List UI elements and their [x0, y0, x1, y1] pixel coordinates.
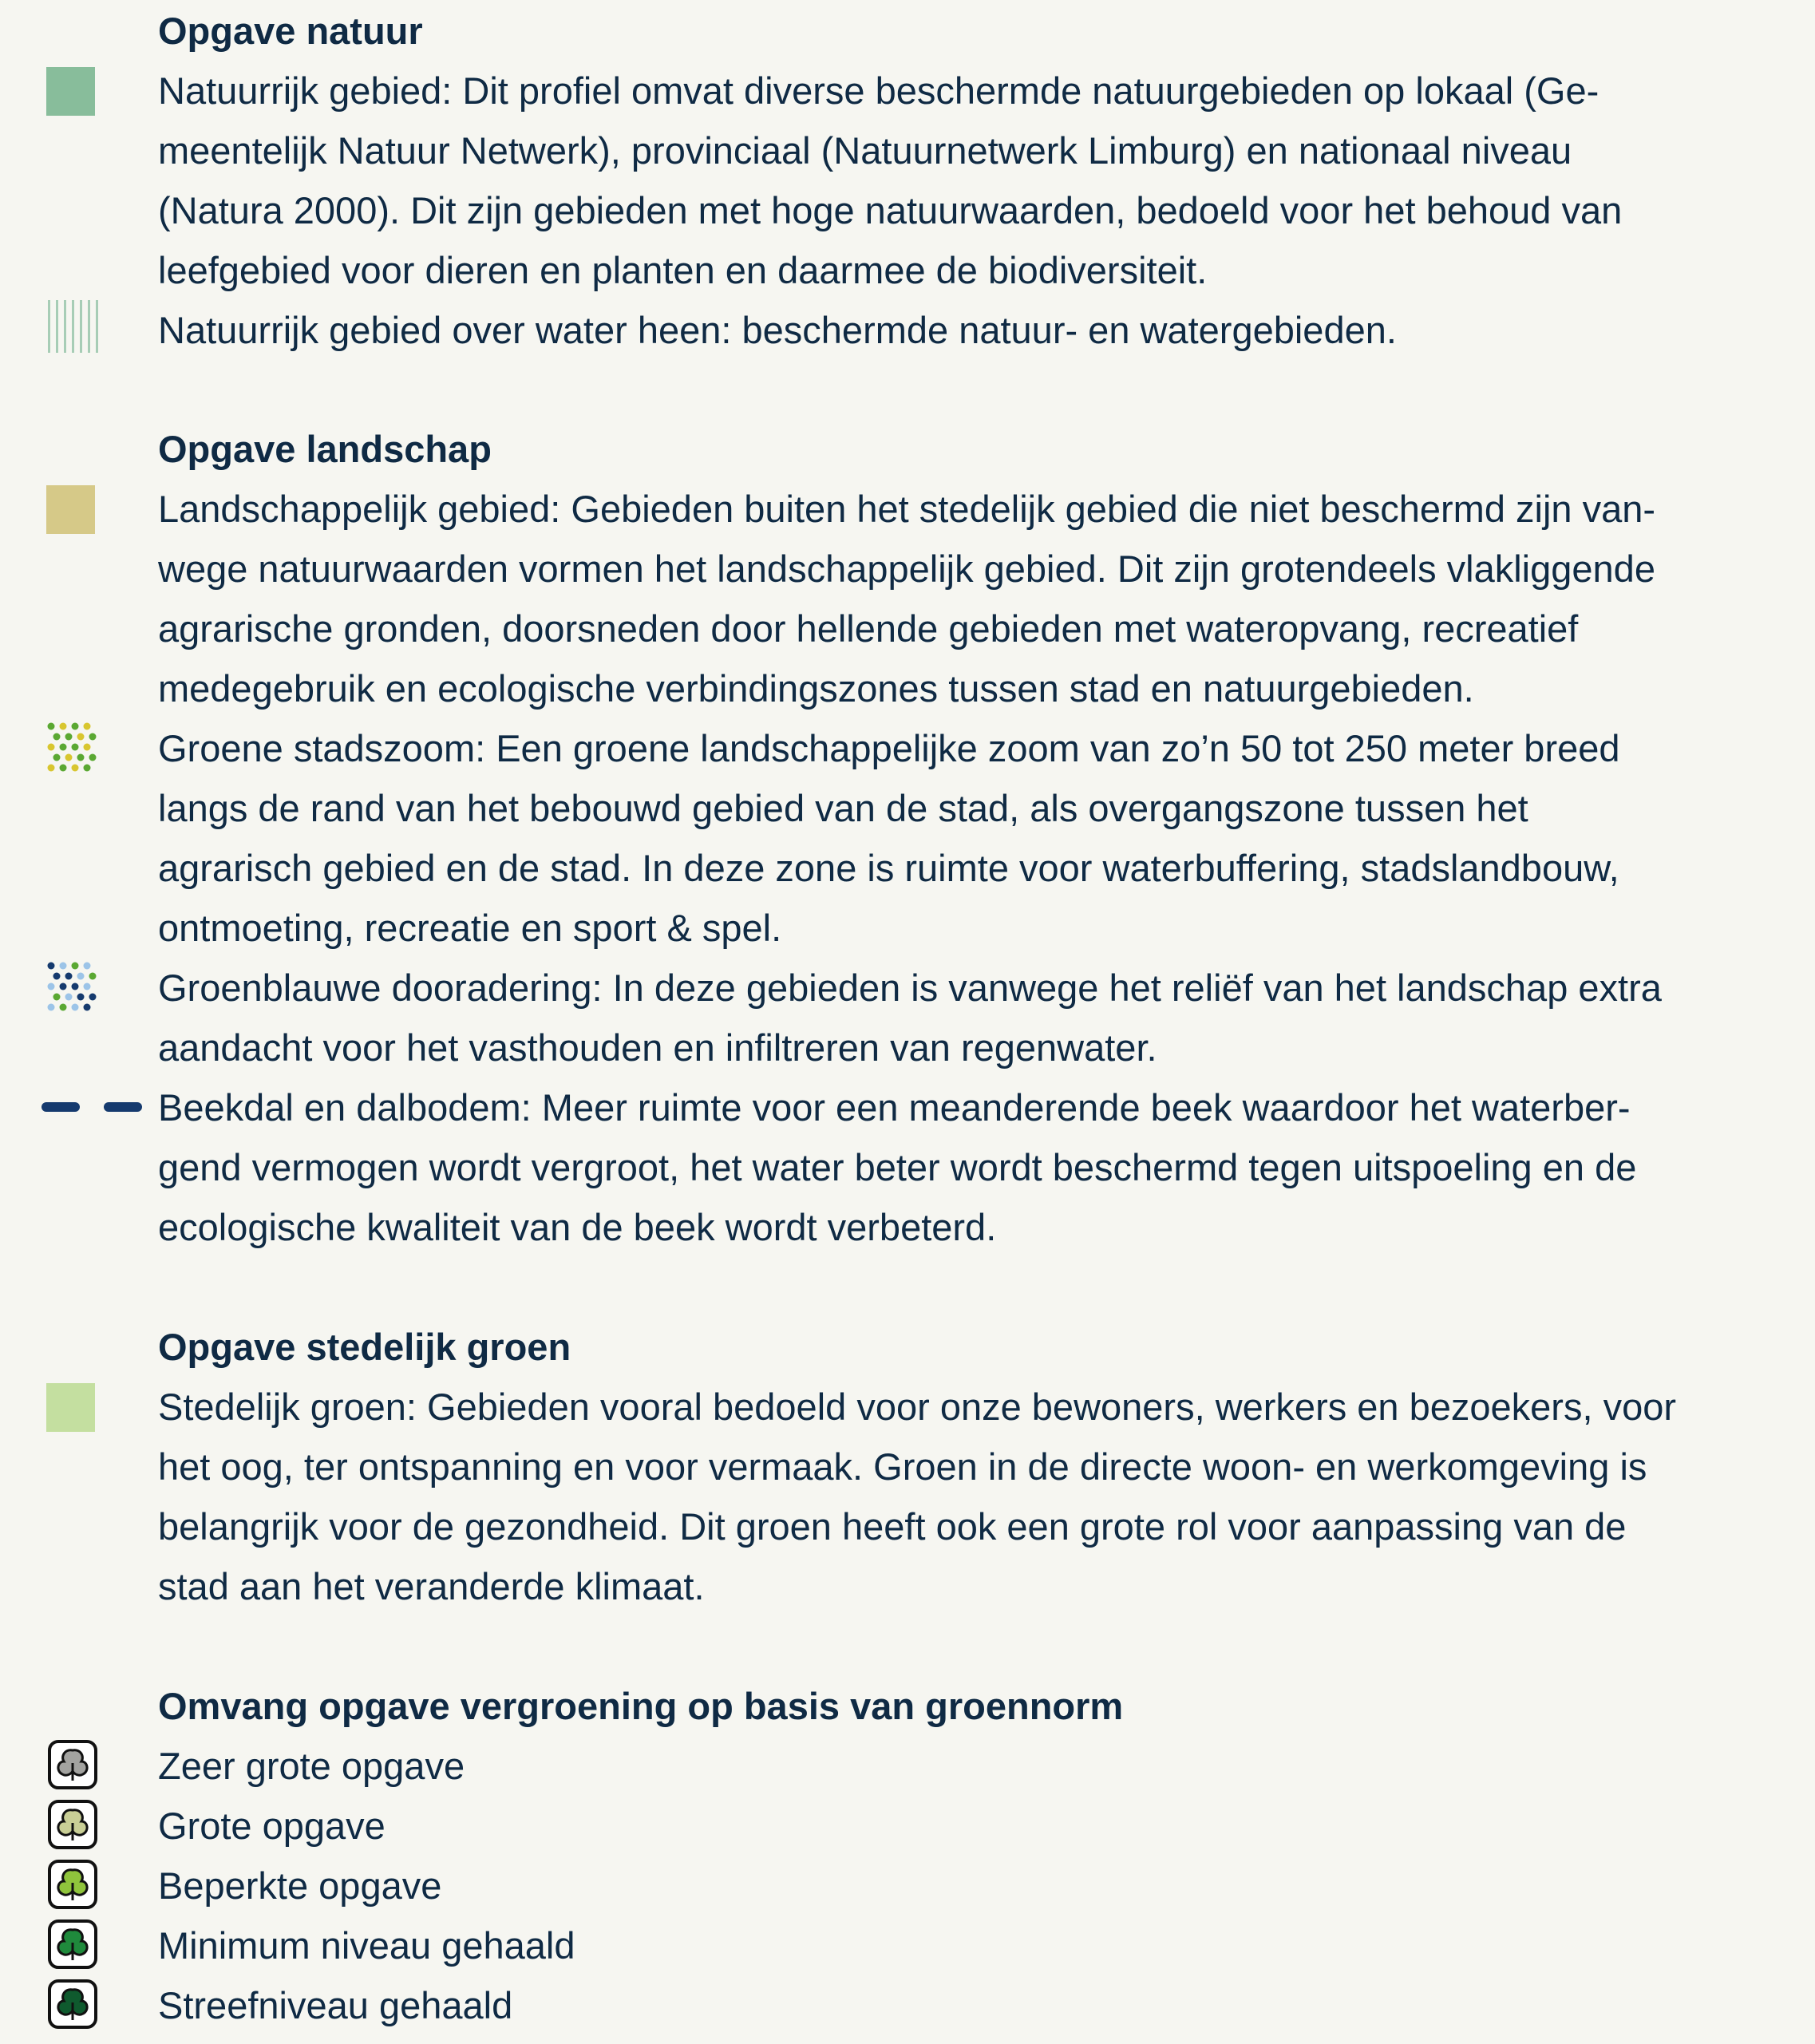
legend-text: Landschappelijk gebied: Gebieden buiten het stedelijk gebied die niet beschermd zijn van- — [158, 488, 1656, 530]
legend-text: wege natuurwaarden vormen het landschappelijk gebied. Dit zijn grotendeels vlakliggende — [158, 548, 1655, 590]
legend-entry — [0, 1856, 1815, 1916]
legend-entry-continuation — [0, 1137, 1815, 1197]
section-heading-text: Opgave stedelijk groen — [158, 1326, 571, 1368]
legend-text: stad aan het veranderde klimaat. — [158, 1565, 705, 1607]
legend-entry-continuation — [0, 1018, 1815, 1077]
legend-text: Zeer grote opgave — [158, 1745, 465, 1787]
section-heading-text: Opgave natuur — [158, 10, 423, 52]
clover-icon — [47, 1799, 98, 1850]
legend-entry — [0, 61, 1815, 121]
legend-entry-continuation — [0, 838, 1815, 898]
legend-text: ecologische kwaliteit van de beek wordt verbeterd. — [158, 1206, 997, 1248]
legend-text: agrarische gronden, doorsneden door hellende gebieden met wateropvang, recreatief — [158, 607, 1579, 650]
legend-text: leefgebied voor dieren en planten en daarmee de biodiversiteit. — [158, 249, 1208, 291]
legend-entry — [0, 300, 1815, 360]
legend-text: meentelijk Natuur Netwerk), provinciaal (Natuurnetwerk Limburg) en nationaal niveau — [158, 129, 1572, 172]
legend-entry-continuation — [0, 240, 1815, 300]
legend-text: Beekdal en dalbodem: Meer ruimte voor een meanderende beek waardoor het waterber- — [158, 1086, 1631, 1129]
section-heading-text: Opgave landschap — [158, 428, 492, 470]
legend-text: medegebruik en ecologische verbindingszones tussen stad en natuurgebieden. — [158, 667, 1474, 710]
clover-icon — [47, 1979, 98, 2030]
legend-entry — [0, 958, 1815, 1018]
legend-swatch-square — [46, 1383, 95, 1432]
legend-text: aandacht voor het vasthouden en infiltreren van regenwater. — [158, 1026, 1157, 1069]
beekdal-dashes-icon — [42, 1100, 145, 1116]
legend-text: Beperkte opgave — [158, 1864, 442, 1907]
legend-entry-continuation — [0, 539, 1815, 599]
legend-text: Grote opgave — [158, 1805, 386, 1847]
section-heading — [0, 419, 1815, 479]
legend-entry-continuation — [0, 778, 1815, 838]
legend-text: Stedelijk groen: Gebieden vooral bedoeld voor onze bewoners, werkers en bezoekers, voor — [158, 1386, 1677, 1428]
legend-entry-continuation — [0, 898, 1815, 958]
clover-icon — [47, 1739, 98, 1790]
legend-text: (Natura 2000). Dit zijn gebieden met hoge natuurwaarden, bedoeld voor het behoud van — [158, 189, 1623, 231]
legend-entry — [0, 1975, 1815, 2035]
legend-text: langs de rand van het bebouwd gebied van de stad, als overgangszone tussen het — [158, 787, 1528, 829]
legend-text: gend vermogen wordt vergroot, het water beter wordt beschermd tegen uitspoeling en de — [158, 1146, 1637, 1188]
legend-entry-continuation — [0, 1496, 1815, 1556]
blue-dots-icon — [46, 961, 99, 1014]
legend-entry — [0, 1736, 1815, 1796]
legend-entry-continuation — [0, 1437, 1815, 1496]
legend-entry — [0, 479, 1815, 539]
legend-text: Streefniveau gehaald — [158, 1984, 513, 2026]
section-heading — [0, 1, 1815, 61]
legend-swatch-square — [46, 485, 95, 534]
legend-text: belangrijk voor de gezondheid. Dit groen heeft ook een grote rol voor aanpassing van de — [158, 1505, 1627, 1548]
legend-entry-continuation — [0, 599, 1815, 658]
legend-text: ontmoeting, recreatie en sport & spel. — [158, 907, 782, 949]
legend-text: het oog, ter ontspanning en voor vermaak. Groen in de directe woon- en werkomgeving is — [158, 1445, 1647, 1488]
clover-icon — [47, 1919, 98, 1970]
legend-entry — [0, 1796, 1815, 1856]
section-heading — [0, 1676, 1815, 1736]
legend-entry-continuation — [0, 121, 1815, 180]
section-heading — [0, 1317, 1815, 1377]
clover-icon — [47, 1859, 98, 1910]
legend-text: Minimum niveau gehaald — [158, 1924, 575, 1967]
legend-entry — [0, 1077, 1815, 1137]
legend-entry — [0, 718, 1815, 778]
section-heading-text: Omvang opgave vergroening op basis van groennorm — [158, 1685, 1124, 1727]
legend-text: Natuurrijk gebied: Dit profiel omvat diverse beschermde natuurgebieden op lokaal (Ge- — [158, 69, 1599, 112]
legend-text: Natuurrijk gebied over water heen: beschermde natuur- en watergebieden. — [158, 309, 1397, 351]
green-dots-icon — [46, 722, 99, 774]
legend-entry-continuation — [0, 1197, 1815, 1257]
water-stripes-icon — [46, 300, 101, 353]
legend-text: Groenblauwe dooradering: In deze gebieden is vanwege het reliëf van het landschap extra — [158, 967, 1662, 1009]
legend-entry — [0, 1377, 1815, 1437]
legend-text: agrarisch gebied en de stad. In deze zone is ruimte voor waterbuffering, stadslandbouw, — [158, 847, 1619, 889]
legend-text: Groene stadszoom: Een groene landschappelijke zoom van zo’n 50 tot 250 meter breed — [158, 727, 1620, 769]
legend-swatch-square — [46, 67, 95, 116]
legend-entry-continuation — [0, 1556, 1815, 1616]
legend-entry — [0, 1916, 1815, 1975]
legend-entry-continuation — [0, 658, 1815, 718]
legend-entry-continuation — [0, 180, 1815, 240]
